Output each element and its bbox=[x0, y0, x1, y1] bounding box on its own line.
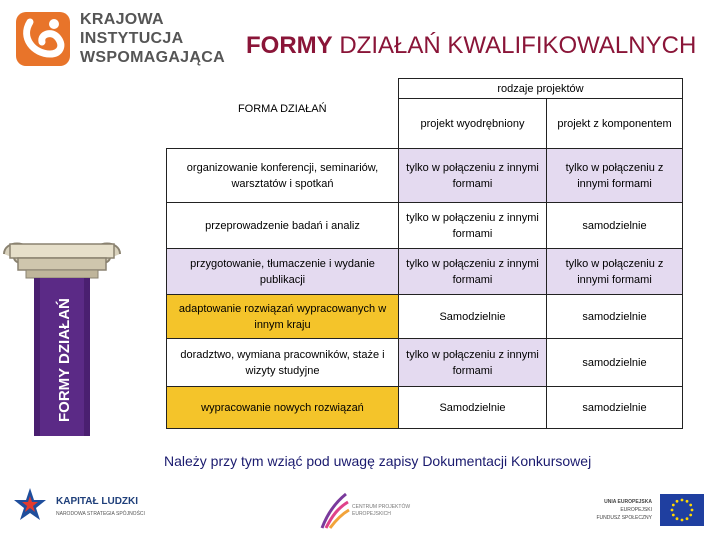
value-cell: tylko w połączeniu z innymi formami bbox=[399, 203, 547, 249]
page-title bbox=[246, 32, 696, 60]
form-cell: doradztwo, wymiana pracowników, staże i wizyty studyjne bbox=[167, 339, 399, 387]
eu-logo bbox=[590, 494, 712, 534]
table-row bbox=[167, 295, 683, 339]
cpe-line-1: CENTRUM PROJEKTÓW bbox=[352, 504, 411, 510]
form-cell: wypracowanie nowych rozwiązań bbox=[167, 387, 399, 429]
eu-text bbox=[590, 498, 652, 522]
logo-line-1: KRAJOWA bbox=[80, 11, 164, 28]
group-header: rodzaje projektów bbox=[399, 79, 683, 99]
value-cell: Samodzielnie bbox=[399, 387, 547, 429]
eu-line-1: UNIA EUROPEJSKA bbox=[604, 499, 652, 505]
value-cell: Samodzielnie bbox=[399, 295, 547, 339]
form-cell: adaptowanie rozwiązań wypracowanych w innym kraju bbox=[167, 295, 399, 339]
value-cell: tylko w połączeniu z innymi formami bbox=[399, 339, 547, 387]
eu-line-3: FUNDUSZ SPOŁECZNY bbox=[596, 515, 652, 521]
row-header-cell bbox=[167, 79, 399, 149]
col-header-2: projekt z komponentem bbox=[547, 99, 683, 149]
table-row bbox=[167, 149, 683, 203]
eu-flag-icon bbox=[660, 494, 704, 526]
table-row bbox=[167, 249, 683, 295]
value-cell: tylko w połączeniu z innymi formami bbox=[399, 149, 547, 203]
value-cell: tylko w połączeniu z innymi formami bbox=[547, 249, 683, 295]
row-header: FORMA DZIAŁAŃ bbox=[237, 103, 327, 116]
value-cell: tylko w połączeniu z innymi formami bbox=[547, 149, 683, 203]
cpe-logo bbox=[318, 492, 428, 536]
cpe-line-2: EUROPEJSKICH bbox=[352, 511, 391, 517]
value-cell: samodzielnie bbox=[547, 339, 683, 387]
value-cell: samodzielnie bbox=[547, 295, 683, 339]
eu-line-2: EUROPEJSKI bbox=[620, 507, 652, 513]
column-label: FORMY DZIAŁAŃ bbox=[56, 298, 73, 422]
kiw-logo-icon bbox=[14, 8, 74, 70]
table-row bbox=[167, 387, 683, 429]
cpe-icon bbox=[318, 492, 350, 532]
table-row bbox=[167, 339, 683, 387]
kiw-logo-text bbox=[80, 10, 225, 67]
kapital-ludzki-icon bbox=[10, 486, 50, 528]
kl-subtitle: NARODOWA STRATEGIA SPÓJNOŚCI bbox=[56, 511, 145, 517]
logo-line-2: INSTYTUCJA bbox=[80, 30, 184, 47]
forms-table bbox=[166, 78, 683, 429]
value-cell: tylko w połączeniu z innymi formami bbox=[399, 249, 547, 295]
kiw-logo bbox=[14, 8, 224, 74]
value-cell: samodzielnie bbox=[547, 203, 683, 249]
table-row bbox=[167, 203, 683, 249]
kl-title: KAPITAŁ LUDZKI bbox=[56, 496, 139, 507]
form-cell: organizowanie konferencji, seminariów, warsztatów i spotkań bbox=[167, 149, 399, 203]
col-header-1: projekt wyodrębniony bbox=[399, 99, 547, 149]
kapital-ludzki-logo bbox=[10, 486, 150, 532]
logo-line-3: WSPOMAGAJĄCA bbox=[80, 49, 225, 66]
form-cell: przygotowanie, tłumaczenie i wydanie publikacji bbox=[167, 249, 399, 295]
title-rest: DZIAŁAŃ KWALIFIKOWALNYCH bbox=[332, 32, 697, 59]
title-bold: FORMY bbox=[246, 32, 333, 59]
value-cell: samodzielnie bbox=[547, 387, 683, 429]
footnote: Należy przy tym wziąć pod uwagę zapisy Dokumentacji Konkursowej bbox=[164, 453, 592, 469]
form-cell: przeprowadzenie badań i analiz bbox=[167, 203, 399, 249]
